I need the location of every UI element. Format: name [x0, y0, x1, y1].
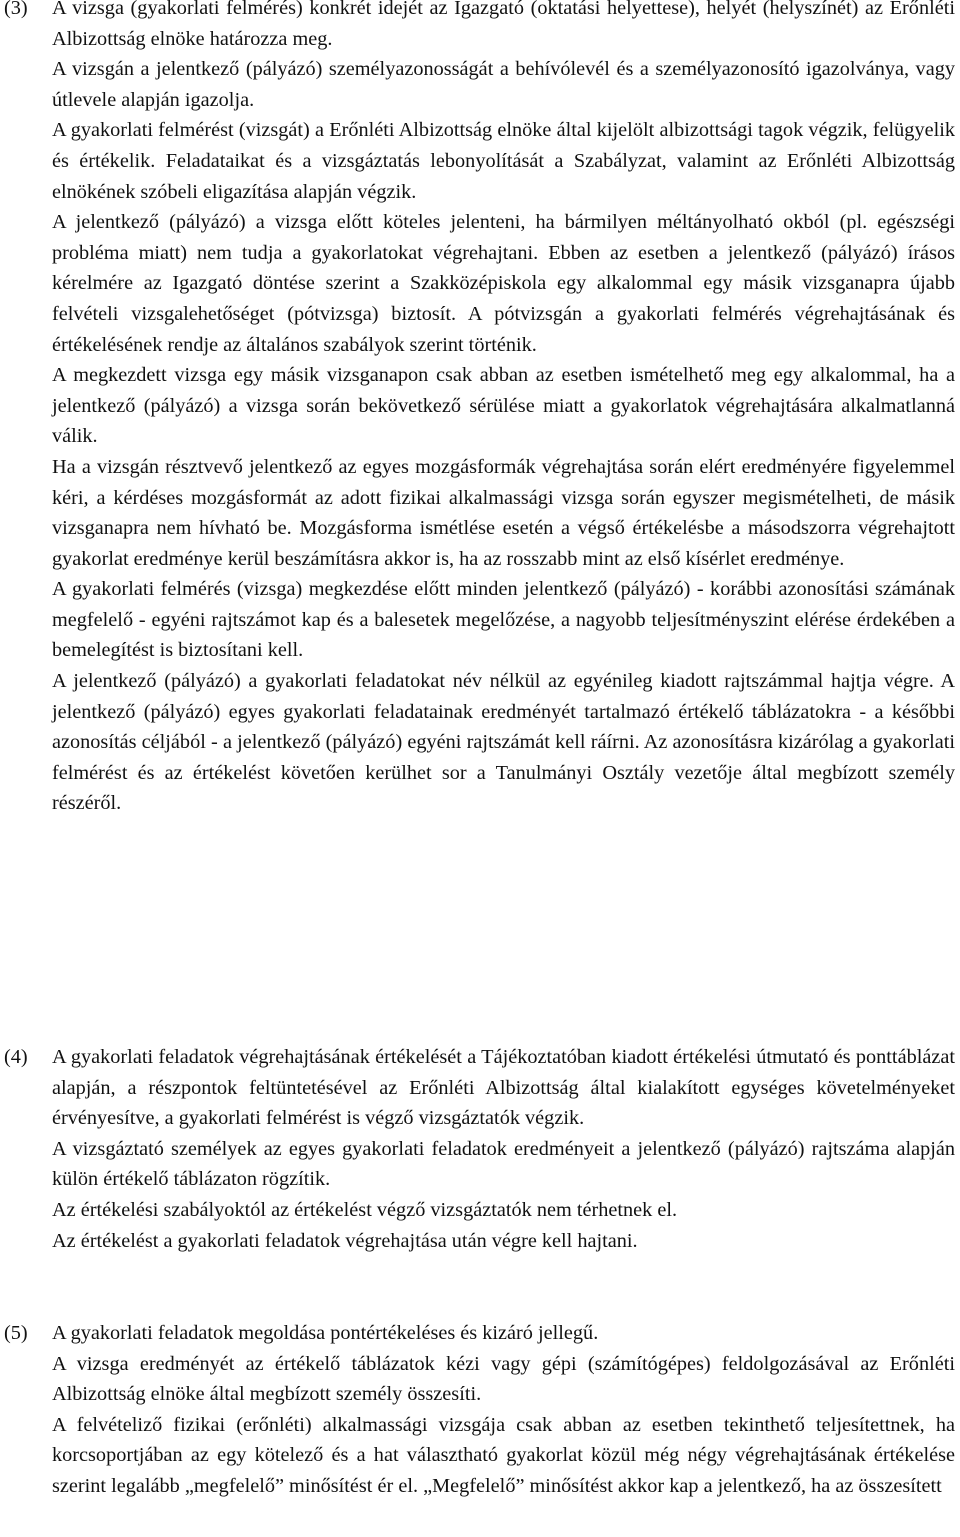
paragraph: A jelentkező (pályázó) a vizsga előtt köteles jelenteni, ha bármilyen méltányolható okból (pl. egészségi probléma miatt) nem tudja a gyakorlatokat végrehajtani. Ebben az esetben a jelentkező (pályázó) írásos kérelmére az Igazgató döntése szerint a Szakközépiskola egy alkalommal egy másik vizsganapra újabb felvételi vizsgalehetőséget (pótvizsga) biztosít. A pótvizsgán a gyakorlati felmérés végrehajtásának és értékelésének rendje az általános szabályok szerint történik. — [52, 211, 955, 356]
paragraph: A jelentkező (pályázó) a gyakorlati feladatokat név nélkül az egyénileg kiadott rajtszámmal hajtja végre. A jelentkező (pályázó) egyes gyakorlati feladatainak eredményét tartalmazó értékelő táblázatokra - a későbbi azonosítás céljából - a jelentkező (pályázó) egyéni rajtszámát kell ráírni. Az azonosításra kizárólag a gyakorlati felmérést és az értékelést követően kerülhet sor a Tanulmányi Osztály vezetője által megbízott személy részéről. — [52, 670, 955, 815]
paragraph: A gyakorlati feladatok végrehajtásának értékelését a Tájékoztatóban kiadott értékelési útmutató és ponttáblázat alapján, a részpontok feltüntetésével az Erőnléti Albizottság által kialakított egységes követelményeket érvényesítve, a gyakorlati felmérést is végző vizsgáztatók végzik. — [52, 1046, 955, 1130]
paragraph: A vizsgáztató személyek az egyes gyakorlati feladatok eredményeit a jelentkező (pályázó) rajtszáma alapján külön értékelő táblázaton rögzítik. — [52, 1137, 955, 1191]
paragraph: A vizsga (gyakorlati felmérés) konkrét idejét az Igazgató (oktatási helyettese), helyét (helyszínét) az Erőnléti Albizottság elnöke határozza meg. — [52, 0, 955, 50]
paragraph: A felvételiző fizikai (erőnléti) alkalmassági vizsgája csak abban az esetben tekinthető teljesítettnek, ha korcsoportjában az egy kötelező és a hat választható gyakorlat közül még négy végrehajtásának értékelése szerint legalább „megfelelő” minősítést ér el. „Megfelelő” minősítést akkor kap a jelentkező, ha az összesített — [52, 1413, 955, 1497]
paragraph: Az értékelési szabályoktól az értékelést végző vizsgáztatók nem térhetnek el. — [52, 1198, 678, 1221]
section-4 — [4, 1042, 955, 1256]
section-body — [52, 0, 955, 819]
section-5 — [4, 1318, 955, 1502]
section-number: (5) — [4, 1322, 28, 1344]
section-number: (4) — [4, 1046, 28, 1068]
paragraph: A megkezdett vizsga egy másik vizsganapon csak abban az esetben ismételhető meg egy alkalommal, ha a jelentkező (pályázó) a vizsga során bekövetkező sérülése miatt a gyakorlatok végrehajtására alkalmatlanná válik. — [52, 364, 955, 448]
section-body — [52, 1318, 955, 1502]
section-body — [52, 1042, 955, 1256]
paragraph: A gyakorlati feladatok megoldása pontértékeléses és kizáró jellegű. — [52, 1322, 599, 1344]
paragraph: Ha a vizsgán résztvevő jelentkező az egyes mozgásformák végrehajtása során elért eredményére figyelemmel kéri, a kérdéses mozgásformát az adott fizikai alkalmassági vizsga során egyszer megismételheti, de másik vizsganapra nem hívható be. Mozgásforma ismétlése esetén a végső értékelésbe a másodszorra végrehajtott gyakorlat eredménye kerül beszámításra akkor is, ha az rosszabb mint az első kísérlet eredménye. — [52, 455, 955, 570]
paragraph: Az értékelést a gyakorlati feladatok végrehajtása után végre kell hajtani. — [52, 1229, 638, 1252]
paragraph: A gyakorlati felmérést (vizsgát) a Erőnléti Albizottság elnöke által kijelölt albizottsági tagok végzik, felügyelik és értékelik. Feladataikat és a vizsgáztatás lebonyolítását a Szabályzat, valamint az Erőnléti Albizottság elnökének szóbeli eligazítása alapján végzik. — [52, 119, 955, 203]
section-3 — [4, 0, 955, 819]
section-number: (3) — [4, 0, 28, 19]
paragraph: A vizsgán a jelentkező (pályázó) személyazonosságát a behívólevél és a személyazonosító igazolványa, vagy útlevele alapján igazolja. — [52, 58, 955, 111]
paragraph: A gyakorlati felmérés (vizsga) megkezdése előtt minden jelentkező (pályázó) - korábbi azonosítási számának megfelelő - egyéni rajtszámot kap és a balesetek megelőzése, a nagyobb teljesítményszint elérése érdekében a bemelegítést is biztosítani kell. — [52, 578, 955, 662]
paragraph: A vizsga eredményét az értékelő táblázatok kézi vagy gépi (számítógépes) feldolgozásával az Erőnléti Albizottság elnöke által megbízott személy összesíti. — [52, 1352, 955, 1406]
